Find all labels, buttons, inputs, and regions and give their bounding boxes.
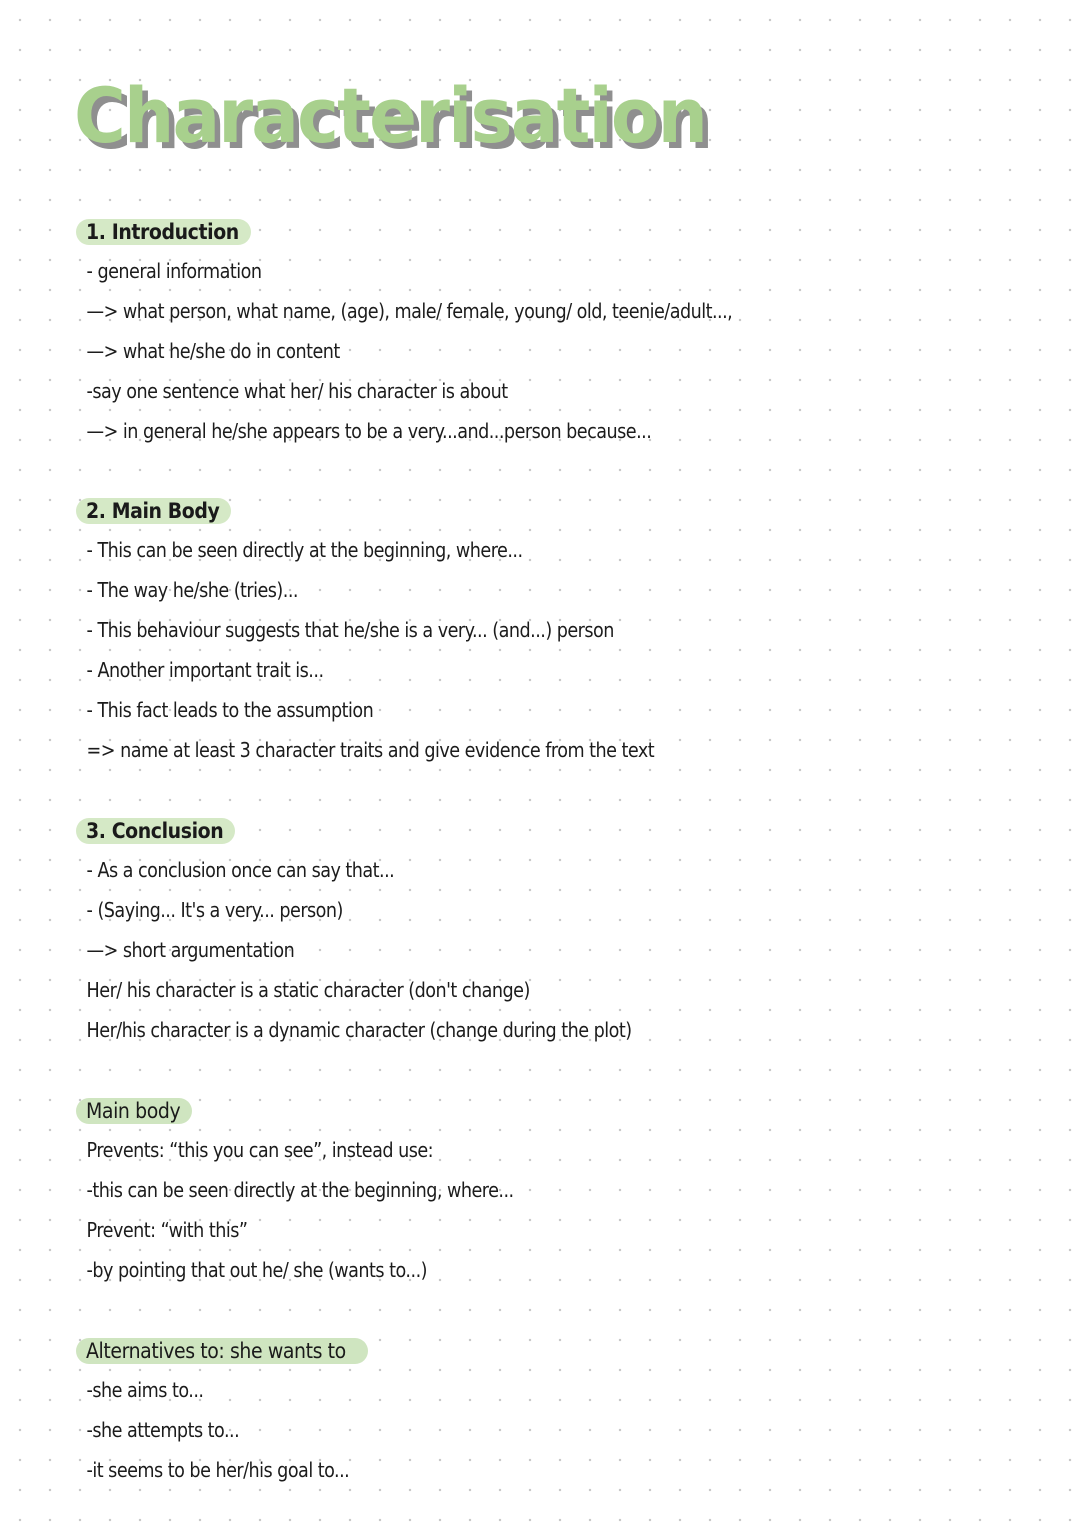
note-line: - This can be seen directly at the beginning, where... (86, 538, 523, 562)
note-line: - This fact leads to the assumption (86, 698, 374, 722)
section-heading: Main body (76, 1098, 192, 1124)
note-line: -it seems to be her/his goal to... (86, 1458, 350, 1482)
note-line: Her/his character is a dynamic character (change during the plot) (86, 1018, 632, 1042)
note-line: —> short argumentation (86, 938, 295, 962)
page-title: Characterisation (74, 71, 707, 160)
section-heading: 2. Main Body (76, 498, 231, 524)
note-line: —> in general he/she appears to be a very...and...person because... (86, 419, 652, 443)
section-heading: Alternatives to: she wants to (76, 1338, 368, 1364)
section-main-body (76, 498, 733, 770)
note-line: -say one sentence what her/ his character is about (86, 379, 508, 403)
note-line: => name at least 3 character traits and give evidence from the text (86, 738, 655, 762)
note-line: -she aims to... (86, 1378, 204, 1402)
section-introduction (76, 219, 822, 451)
note-line: -this can be seen directly at the beginning, where... (86, 1178, 514, 1202)
note-line: -she attempts to... (86, 1418, 240, 1442)
section-conclusion (76, 818, 707, 1050)
note-line: - The way he/she (tries)... (86, 578, 298, 602)
note-line: —> what person, what name, (age), male/ female, young/ old, teenie/adult..., (86, 299, 733, 323)
section-lines (76, 1130, 573, 1290)
note-line: Prevent: “with this” (86, 1218, 248, 1242)
section-heading: 1. Introduction (76, 219, 251, 245)
note-line: Her/ his character is a static character (don't change) (86, 978, 530, 1002)
note-line: —> what he/she do in content (86, 339, 340, 363)
note-line: -by pointing that out he/ she (wants to...) (86, 1258, 427, 1282)
section-lines (76, 850, 707, 1050)
note-line: - general information (86, 259, 262, 283)
section-lines (76, 251, 822, 451)
section-heading: 3. Conclusion (76, 818, 235, 844)
note-line: - As a conclusion once can say that... (86, 858, 395, 882)
note-line: - Another important trait is... (86, 658, 324, 682)
section-alternatives (76, 1338, 387, 1490)
section-lines (76, 530, 733, 770)
note-line: Prevents: “this you can see”, instead use: (86, 1138, 434, 1162)
note-line: - (Saying... It's a very... person) (86, 898, 343, 922)
note-line: - This behaviour suggests that he/she is a very... (and...) person (86, 618, 614, 642)
section-lines (76, 1370, 387, 1490)
section-main-body-tips (76, 1098, 573, 1290)
